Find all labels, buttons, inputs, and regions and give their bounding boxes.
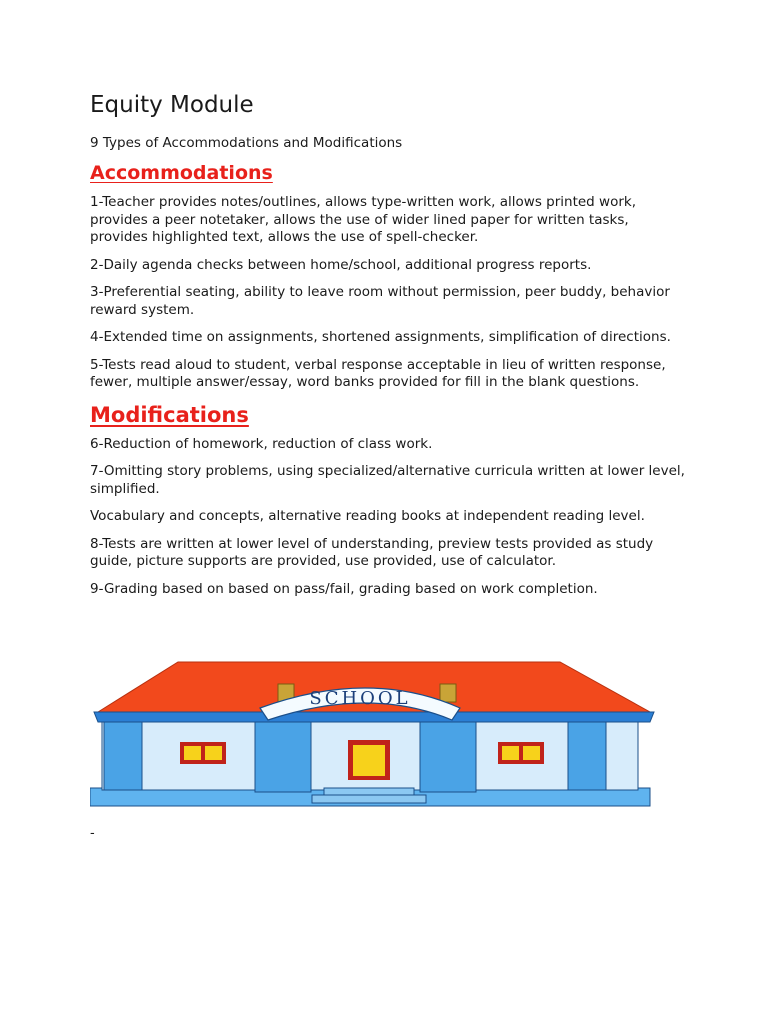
school-pillar	[568, 718, 606, 790]
accommodations-heading: Accommodations	[90, 162, 273, 184]
school-pillar	[420, 722, 476, 792]
accommodation-item: 3-Preferential seating, ability to leave room without permission, peer buddy, behavior reward system.	[90, 284, 670, 318]
modification-item: 6-Reduction of homework, reduction of class work.	[90, 435, 433, 452]
school-roof-trim	[94, 712, 654, 722]
modifications-heading: Modifications	[90, 402, 249, 427]
modification-item: 7-Omitting story problems, using specialized/alternative curricula written at lower level, simplified.	[90, 463, 685, 497]
accommodation-item: 1-Teacher provides notes/outlines, allows type-written work, allows printed work, provides a peer notetaker, allows the use of wider lined paper for written tasks, provides highlighted text, allows the use of spell-checker.	[90, 194, 636, 245]
school-sign-text: SCHOOL	[309, 688, 411, 709]
document-subtitle: 9 Types of Accommodations and Modifications	[90, 135, 403, 151]
modification-item: 9-Grading based on based on pass/fail, grading based on work completion.	[90, 580, 598, 597]
modification-item: Vocabulary and concepts, alternative reading books at independent reading level.	[90, 508, 645, 524]
accommodation-item: 5-Tests read aloud to student, verbal response acceptable in lieu of written response, fewer, multiple answer/essay, word banks provided for fill in the blank questions.	[90, 356, 666, 390]
accommodation-item: 2-Daily agenda checks between home/school, additional progress reports.	[90, 256, 592, 273]
school-pillar	[104, 718, 142, 790]
document-page	[90, 90, 690, 608]
accommodation-item: 4-Extended time on assignments, shortened assignments, simplification of directions.	[90, 329, 671, 345]
trailing-mark: -	[90, 826, 95, 841]
school-building-illustration	[90, 660, 660, 820]
document-title: Equity Module	[90, 92, 254, 118]
school-pillar	[255, 722, 311, 792]
school-steps	[324, 788, 414, 795]
modification-item: 8-Tests are written at lower level of understanding, preview tests provided as study guide, picture supports are provided, use provided, use of calculator.	[90, 535, 654, 569]
